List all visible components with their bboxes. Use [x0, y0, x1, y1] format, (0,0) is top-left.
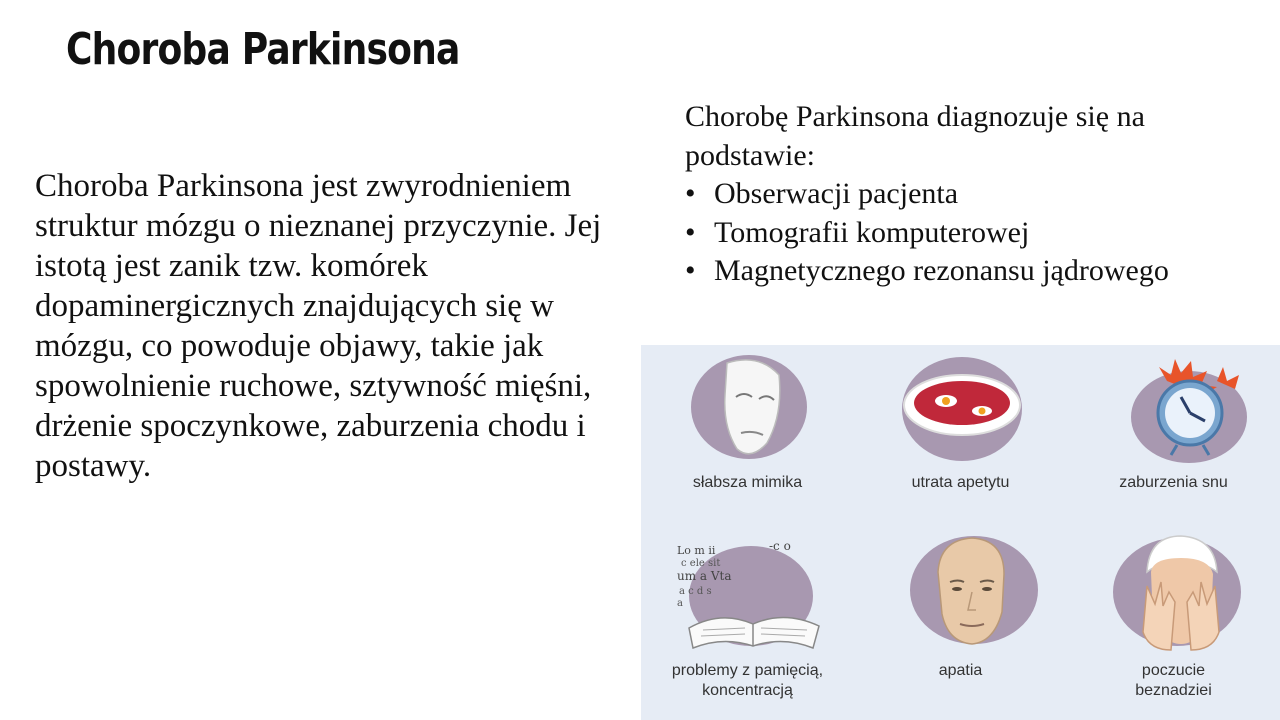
symptom-card [1067, 532, 1280, 719]
diagnosis-intro: Chorobę Parkinsona diagnozuje się na podstawie: [685, 100, 1145, 172]
symptom-label: utrata apetytu [911, 474, 1010, 491]
symptom-label: apatia [938, 662, 983, 679]
symptom-label: problemy z pamięcią, koncentracją [671, 662, 824, 699]
alarm-clock-icon [1067, 345, 1280, 470]
diagnosis-section [685, 98, 1205, 291]
diagnosis-item: • Magnetycznego rezonansu jądrowego [685, 252, 1205, 291]
symptom-card [641, 532, 854, 719]
mask-icon [641, 345, 854, 470]
diagnosis-item: • Tomografii komputerowej [685, 214, 1205, 253]
hands-over-face-icon [1067, 532, 1280, 662]
svg-text:-c o: -c o [769, 539, 791, 553]
svg-text:a: a [677, 598, 683, 609]
symptom-label: słabsza mimika [692, 474, 803, 491]
open-book-icon [641, 532, 854, 662]
soup-bowl-icon [854, 345, 1067, 470]
slide-title: Choroba Parkinsona [66, 24, 460, 75]
symptom-label: poczucie beznadziei [1135, 662, 1212, 699]
symptom-card [641, 345, 854, 532]
diagnosis-list [685, 175, 1205, 291]
symptoms-illustration [641, 345, 1280, 720]
svg-text:c ele sit: c ele sit [681, 558, 721, 569]
symptom-card [1067, 345, 1280, 532]
symptom-card [854, 532, 1067, 719]
diagnosis-item: • Obserwacji pacjenta [685, 175, 1205, 214]
symptom-label: zaburzenia snu [1119, 474, 1228, 491]
symptom-card [854, 345, 1067, 532]
svg-text:a c d s: a c d s [679, 586, 712, 597]
apathetic-face-icon [854, 532, 1067, 662]
description-paragraph: Choroba Parkinsona jest zwyrodnieniem struktur mózgu o nieznanej przyczynie. Jej istotą jest zanik tzw. komórek dopaminergicznych znajdujących się w mózgu, co powoduje objawy, takie jak spowolnienie ruchowe, sztywność mięśni, drżenie spoczynkowe, zaburzenia chodu i postawy. [35, 168, 602, 484]
svg-text:um a Vta: um a Vta [677, 569, 732, 583]
svg-text:Lo m ii: Lo m ii [677, 544, 716, 557]
